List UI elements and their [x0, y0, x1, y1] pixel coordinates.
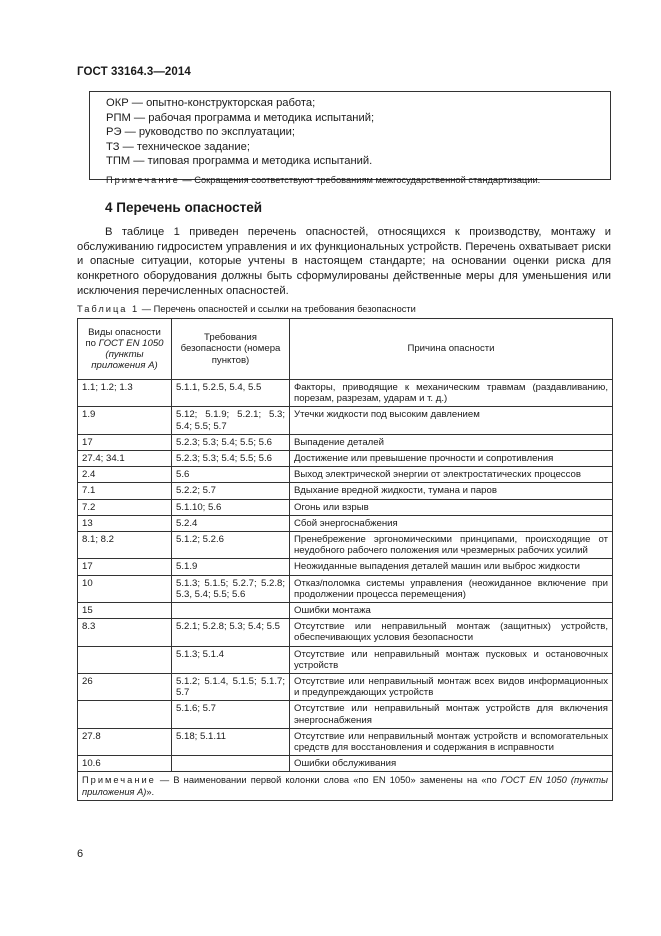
cause-cell: Отсутствие или неправильный монтаж устройств и вспомогательных средств для восстановления и содержания в исправности [290, 728, 613, 755]
requirements-cell [172, 756, 290, 772]
table-row [78, 575, 613, 602]
table-caption [77, 304, 416, 314]
table-row [78, 646, 613, 673]
cause-cell: Огонь или взрыв [290, 499, 613, 515]
header-hazard-main: Виды опасности по [85, 326, 161, 349]
table-row [78, 407, 613, 434]
requirements-cell: 5.1.9 [172, 559, 290, 575]
hazard-cell: 2.4 [78, 467, 172, 483]
cause-cell: Пренебрежение эргономическими принципами, происходящие от неудобного рабочего положения или чрезмерных рабочих усилий [290, 532, 613, 559]
requirements-cell: 5.2.1; 5.2.8; 5.3; 5.4; 5.5 [172, 619, 290, 646]
cause-cell: Отсутствие или неправильный монтаж (защитных) устройств, обеспечивающих условия безопасности [290, 619, 613, 646]
cause-cell: Неожиданные выпадения деталей машин или выброс жидкости [290, 559, 613, 575]
table-row [78, 532, 613, 559]
hazard-cell: 26 [78, 674, 172, 701]
hazard-cell: 27.4; 34.1 [78, 451, 172, 467]
requirements-cell: 5.1.6; 5.7 [172, 701, 290, 728]
table-body [78, 380, 613, 772]
table-note [78, 772, 613, 801]
cause-cell: Выход электрической энергии от электростатических процессов [290, 467, 613, 483]
hazard-cell: 8.3 [78, 619, 172, 646]
hazard-cell: 10.6 [78, 756, 172, 772]
table-row [78, 728, 613, 755]
abbreviation-item: ОКР — опытно-конструкторская работа; [106, 97, 316, 109]
cause-cell: Выпадение деталей [290, 434, 613, 450]
hazard-cell [78, 701, 172, 728]
cause-cell: Ошибки обслуживания [290, 756, 613, 772]
hazards-table [77, 318, 613, 801]
table-caption-label: Таблица 1 [77, 304, 140, 314]
requirements-cell: 5.1.3; 5.1.4 [172, 646, 290, 673]
table-row [78, 451, 613, 467]
requirements-cell: 5.1.3; 5.1.5; 5.2.7; 5.2.8; 5.3, 5.4; 5.5; 5.6 [172, 575, 290, 602]
requirements-cell: 5.2.2; 5.7 [172, 483, 290, 499]
abbreviations-note [106, 175, 610, 185]
table-note-text-2: ». [146, 787, 155, 798]
section-paragraph: В таблице 1 приведен перечень опасностей, относящихся к производству, монтажу и обслуживанию гидросистем управления и их функциональных устройств. Перечень охватывает риски и опасные ситуации, которые учтены в настоящем стандарте; на основании оценки риска для конкретного оборудования должны быть сформулированы действенные меры для уменьшения или исключения перечисленных опасностей. [77, 226, 611, 297]
hazard-cell: 7.1 [78, 483, 172, 499]
table-note-label: Примечание [82, 775, 156, 786]
requirements-cell: 5.6 [172, 467, 290, 483]
note-text: — Сокращения соответствуют требованиям межгосударственной стандартизации. [179, 174, 541, 185]
table-note-text-1: — В наименовании первой колонки слова «по EN 1050» заменены на «по [155, 775, 501, 786]
cause-cell: Вдыхание вредной жидкости, тумана и паров [290, 483, 613, 499]
requirements-cell [172, 603, 290, 619]
hazard-cell: 7.2 [78, 499, 172, 515]
table-row [78, 515, 613, 531]
requirements-cell: 5.1.2; 5.1.4, 5.1.5; 5.1.7; 5.7 [172, 674, 290, 701]
hazard-cell: 17 [78, 434, 172, 450]
table-row [78, 499, 613, 515]
table-row [78, 756, 613, 772]
cause-cell: Ошибки монтажа [290, 603, 613, 619]
hazard-cell: 27.8 [78, 728, 172, 755]
table-row [78, 483, 613, 499]
page-header: ГОСТ 33164.3—2014 [77, 66, 191, 78]
table-caption-text: — Перечень опасностей и ссылки на требования безопасности [139, 304, 416, 314]
cause-cell: Утечки жидкости под высоким давлением [290, 407, 613, 434]
abbreviation-item: ТЗ — техническое задание; [106, 140, 250, 153]
table-note-italic: ГОСТ EN 1050 (пункты приложения А) [82, 775, 608, 798]
hazard-cell [78, 646, 172, 673]
hazard-cell: 10 [78, 575, 172, 602]
hazard-cell: 17 [78, 559, 172, 575]
table-row [78, 619, 613, 646]
cause-cell: Достижение или превышение прочности и сопротивления [290, 451, 613, 467]
table-row [78, 467, 613, 483]
hazard-cell: 8.1; 8.2 [78, 532, 172, 559]
requirements-cell: 5.2.3; 5.3; 5.4; 5.5; 5.6 [172, 434, 290, 450]
cause-cell: Отказ/поломка системы управления (неожиданное включение при продолжении процесса перемещения) [290, 575, 613, 602]
abbreviations-box [89, 91, 611, 185]
header-hazard-italic: ГОСТ EN 1050 (пункты приложения А) [91, 337, 164, 372]
abbreviation-item: РЭ — руководство по эксплуатации; [106, 126, 296, 139]
table-header-row [78, 319, 613, 380]
abbreviation-item: РПМ — рабочая программа и методика испытаний; [106, 111, 375, 124]
table-row [78, 559, 613, 575]
requirements-cell: 5.18; 5.1.11 [172, 728, 290, 755]
header-requirements: Требования безопасности (номера пунктов) [172, 319, 290, 380]
cause-cell: Отсутствие или неправильный монтаж всех видов информационных и предупреждающих устройств [290, 674, 613, 701]
hazard-cell: 1.1; 1.2; 1.3 [78, 380, 172, 407]
table-row [78, 434, 613, 450]
table-row [78, 701, 613, 728]
table-row [78, 380, 613, 407]
requirements-cell: 5.2.4 [172, 515, 290, 531]
requirements-cell: 5.2.3; 5.3; 5.4; 5.5; 5.6 [172, 451, 290, 467]
abbreviation-item: ТПМ — типовая программа и методика испытаний. [106, 155, 373, 168]
header-hazard-types [78, 319, 172, 380]
cause-cell: Отсутствие или неправильный монтаж пусковых и остановочных устройств [290, 646, 613, 673]
requirements-cell: 5.1.10; 5.6 [172, 499, 290, 515]
table-row [78, 674, 613, 701]
table-row [78, 603, 613, 619]
header-cause: Причина опасности [290, 319, 613, 380]
hazard-cell: 1.9 [78, 407, 172, 434]
page-number: 6 [77, 848, 84, 860]
cause-cell: Сбой энергоснабжения [290, 515, 613, 531]
cause-cell: Отсутствие или неправильный монтаж устройств для включения энергоснабжения [290, 701, 613, 728]
hazard-cell: 15 [78, 603, 172, 619]
hazard-cell: 13 [78, 515, 172, 531]
section-heading: 4 Перечень опасностей [105, 200, 263, 215]
requirements-cell: 5.1.2; 5.2.6 [172, 532, 290, 559]
table-note-row [78, 772, 613, 801]
note-label: Примечание [106, 174, 180, 185]
requirements-cell: 5.12; 5.1.9; 5.2.1; 5.3; 5.4; 5.5; 5.7 [172, 407, 290, 434]
cause-cell: Факторы, приводящие к механическим травмам (раздавливанию, порезам, разрезам, ударам и т. д.) [290, 380, 613, 407]
requirements-cell: 5.1.1, 5.2.5, 5.4, 5.5 [172, 380, 290, 407]
